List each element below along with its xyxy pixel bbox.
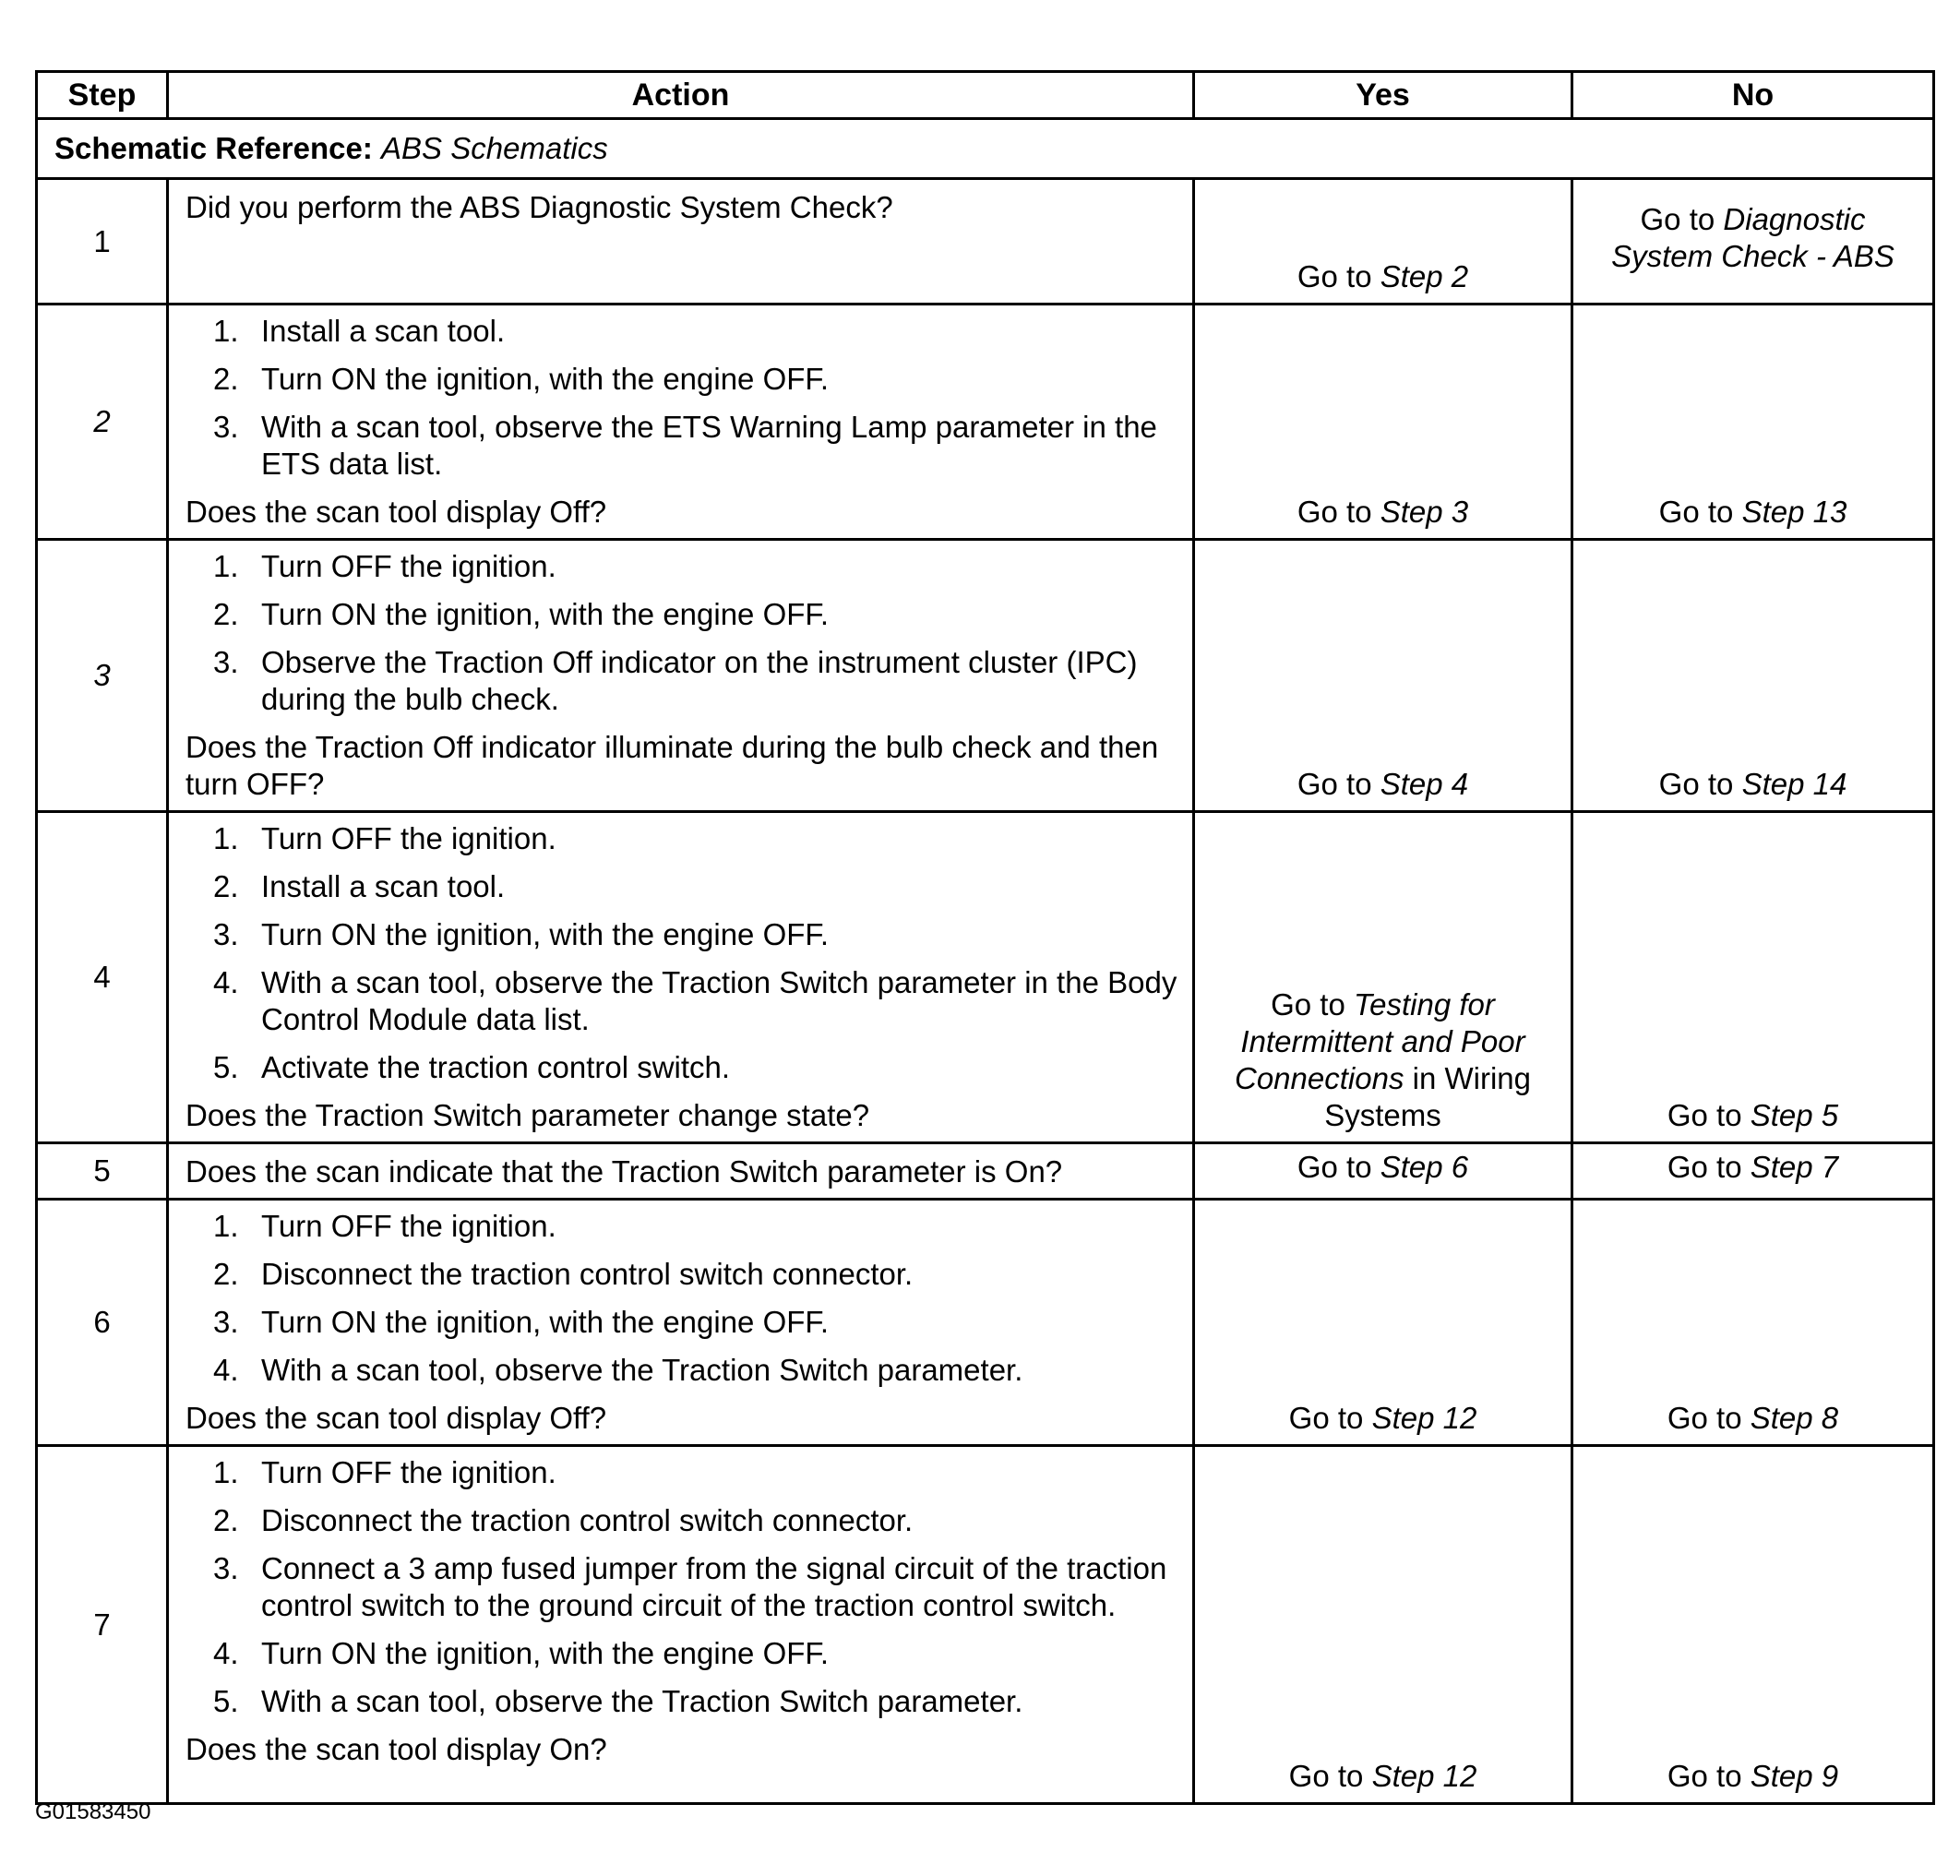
action-step <box>185 1635 1179 1672</box>
figure-id: G01583450 <box>35 1799 151 1824</box>
action-step-text: With a scan tool, observe the Traction Switch parameter. <box>261 1684 1023 1718</box>
schematic-reference <box>37 119 1934 179</box>
action-cell <box>168 305 1194 540</box>
action-step-text: With a scan tool, observe the Traction Switch parameter in the Body Control Module data list. <box>261 965 1177 1036</box>
action-steps <box>185 1454 1179 1720</box>
action-step <box>185 964 1179 1038</box>
action-steps <box>185 313 1179 483</box>
yes-link[interactable]: Step 12 <box>1371 1401 1477 1435</box>
yes-suffix: in Wiring Systems <box>1324 1061 1531 1132</box>
yes-cell <box>1194 1446 1572 1804</box>
table-row <box>37 812 1934 1143</box>
no-prefix: Go to <box>1667 1098 1751 1132</box>
action-cell <box>168 540 1194 812</box>
action-question: Does the scan indicate that the Traction Switch parameter is On? <box>185 1154 1063 1189</box>
action-step-number: 4. <box>213 1353 239 1387</box>
action-step-number: 3. <box>213 410 239 444</box>
action-step <box>185 596 1179 633</box>
table-row <box>37 1446 1934 1804</box>
step-number: 5 <box>37 1143 168 1200</box>
action-step-text: Turn ON the ignition, with the engine OFF. <box>261 362 830 396</box>
action-step-text: Turn ON the ignition, with the engine OFF. <box>261 1305 830 1339</box>
yes-prefix: Go to <box>1288 1401 1372 1435</box>
action-question: Does the scan tool display On? <box>185 1732 607 1766</box>
no-link[interactable]: Step 7 <box>1750 1150 1839 1184</box>
no-cell <box>1572 1143 1934 1200</box>
action-step <box>185 1352 1179 1389</box>
action-step <box>185 868 1179 905</box>
action-step <box>185 313 1179 350</box>
action-step-number: 2. <box>213 597 239 631</box>
yes-cell <box>1194 1143 1572 1200</box>
action-step <box>185 644 1179 718</box>
no-cell <box>1572 540 1934 812</box>
diagnostic-table <box>35 70 1935 1805</box>
action-step-number: 3. <box>213 917 239 951</box>
action-question: Did you perform the ABS Diagnostic System Check? <box>185 190 893 224</box>
no-cell <box>1572 305 1934 540</box>
action-step-number: 2. <box>213 869 239 903</box>
no-prefix: Go to <box>1667 1759 1751 1793</box>
no-prefix: Go to <box>1667 1401 1751 1435</box>
yes-cell <box>1194 1200 1572 1446</box>
no-cell <box>1572 1200 1934 1446</box>
no-prefix: Go to <box>1667 1150 1751 1184</box>
action-step <box>185 1049 1179 1086</box>
action-step-number: 1. <box>213 1209 239 1243</box>
action-step-number: 2. <box>213 362 239 396</box>
header-row <box>37 72 1934 119</box>
action-step-text: With a scan tool, observe the ETS Warning Lamp parameter in the ETS data list. <box>261 410 1157 481</box>
action-step <box>185 1304 1179 1341</box>
action-step-text: Turn OFF the ignition. <box>261 1209 556 1243</box>
header-step: Step <box>37 72 168 119</box>
yes-cell <box>1194 305 1572 540</box>
table-row <box>37 305 1934 540</box>
action-cell <box>168 812 1194 1143</box>
action-step <box>185 1550 1179 1624</box>
action-step-text: Turn OFF the ignition. <box>261 1455 556 1489</box>
action-step-text: Turn OFF the ignition. <box>261 549 556 583</box>
yes-prefix: Go to <box>1288 1759 1372 1793</box>
action-step <box>185 820 1179 857</box>
action-step <box>185 361 1179 398</box>
action-cell <box>168 1446 1194 1804</box>
action-step <box>185 548 1179 585</box>
action-steps <box>185 548 1179 718</box>
yes-prefix: Go to <box>1297 767 1380 801</box>
yes-cell <box>1194 179 1572 305</box>
table-row <box>37 1143 1934 1200</box>
action-step-text: Install a scan tool. <box>261 869 506 903</box>
table-row <box>37 540 1934 812</box>
no-link[interactable]: Step 8 <box>1750 1401 1839 1435</box>
yes-cell <box>1194 812 1572 1143</box>
action-step <box>185 1683 1179 1720</box>
yes-prefix: Go to <box>1297 259 1380 293</box>
action-step-number: 2. <box>213 1257 239 1291</box>
action-step-number: 2. <box>213 1503 239 1537</box>
action-step-number: 5. <box>213 1684 239 1718</box>
action-step-text: Turn OFF the ignition. <box>261 821 556 855</box>
no-link[interactable]: Step 14 <box>1741 767 1847 801</box>
header-yes: Yes <box>1194 72 1572 119</box>
action-steps <box>185 1208 1179 1389</box>
action-question: Does the Traction Off indicator illuminate during the bulb check and then turn OFF? <box>185 730 1159 801</box>
no-cell <box>1572 179 1934 305</box>
action-step-number: 3. <box>213 645 239 679</box>
action-step <box>185 1208 1179 1245</box>
action-step <box>185 1502 1179 1539</box>
no-prefix: Go to <box>1658 495 1742 529</box>
action-step-text: Turn ON the ignition, with the engine OFF. <box>261 917 830 951</box>
step-number: 1 <box>37 179 168 305</box>
step-number: 3 <box>37 540 168 812</box>
yes-link[interactable]: Step 6 <box>1380 1150 1469 1184</box>
action-step <box>185 1454 1179 1491</box>
yes-link[interactable]: Step 3 <box>1380 495 1469 529</box>
yes-prefix: Go to <box>1297 1150 1380 1184</box>
action-step-number: 3. <box>213 1551 239 1585</box>
yes-prefix: Go to <box>1297 495 1380 529</box>
yes-link[interactable]: Testing for Intermittent and Poor Connections <box>1235 987 1525 1095</box>
action-step-number: 1. <box>213 821 239 855</box>
action-step-text: Activate the traction control switch. <box>261 1050 731 1084</box>
table-row <box>37 1200 1934 1446</box>
action-step-number: 1. <box>213 549 239 583</box>
yes-link[interactable]: Step 4 <box>1380 767 1469 801</box>
action-step <box>185 409 1179 483</box>
action-step-text: Install a scan tool. <box>261 314 506 348</box>
yes-link[interactable]: Step 2 <box>1380 259 1469 293</box>
step-number: 6 <box>37 1200 168 1446</box>
header-no: No <box>1572 72 1934 119</box>
header-action: Action <box>168 72 1194 119</box>
action-step-text: Disconnect the traction control switch connector. <box>261 1257 914 1291</box>
action-step-number: 3. <box>213 1305 239 1339</box>
action-cell <box>168 1200 1194 1446</box>
action-step-text: Observe the Traction Off indicator on the instrument cluster (IPC) during the bulb check. <box>261 645 1138 716</box>
yes-cell <box>1194 540 1572 812</box>
no-link[interactable]: Step 5 <box>1750 1098 1839 1132</box>
schematic-label: Schematic Reference: <box>54 131 373 165</box>
action-steps <box>185 820 1179 1086</box>
no-cell <box>1572 1446 1934 1804</box>
action-step-text: Turn ON the ignition, with the engine OFF. <box>261 1636 830 1670</box>
action-question: Does the scan tool display Off? <box>185 495 607 529</box>
yes-prefix: Go to <box>1271 987 1354 1022</box>
no-link[interactable]: Step 9 <box>1750 1759 1839 1793</box>
action-step-number: 1. <box>213 314 239 348</box>
action-step-number: 1. <box>213 1455 239 1489</box>
step-number: 4 <box>37 812 168 1143</box>
action-step-text: Disconnect the traction control switch connector. <box>261 1503 914 1537</box>
action-step-number: 4. <box>213 965 239 999</box>
no-link[interactable]: Diagnostic System Check - ABS <box>1611 201 1894 273</box>
action-cell <box>168 1143 1194 1200</box>
action-question: Does the Traction Switch parameter change state? <box>185 1098 870 1132</box>
no-prefix: Go to <box>1640 201 1724 236</box>
action-step-text: Turn ON the ignition, with the engine OFF. <box>261 597 830 631</box>
step-number: 2 <box>37 305 168 540</box>
action-step-text: With a scan tool, observe the Traction Switch parameter. <box>261 1353 1023 1387</box>
schematic-link[interactable]: ABS Schematics <box>381 131 608 165</box>
yes-link[interactable]: Step 12 <box>1371 1759 1477 1793</box>
no-cell <box>1572 812 1934 1143</box>
table-row <box>37 179 1934 305</box>
action-step-number: 4. <box>213 1636 239 1670</box>
action-cell <box>168 179 1194 305</box>
action-question: Does the scan tool display Off? <box>185 1401 607 1435</box>
no-prefix: Go to <box>1658 767 1742 801</box>
action-step <box>185 1256 1179 1293</box>
action-step-number: 5. <box>213 1050 239 1084</box>
action-step <box>185 916 1179 953</box>
no-link[interactable]: Step 13 <box>1741 495 1847 529</box>
step-number: 7 <box>37 1446 168 1804</box>
action-step-text: Connect a 3 amp fused jumper from the signal circuit of the traction control switch to the ground circuit of the traction control switch. <box>261 1551 1167 1622</box>
schematic-reference-row <box>37 119 1934 179</box>
